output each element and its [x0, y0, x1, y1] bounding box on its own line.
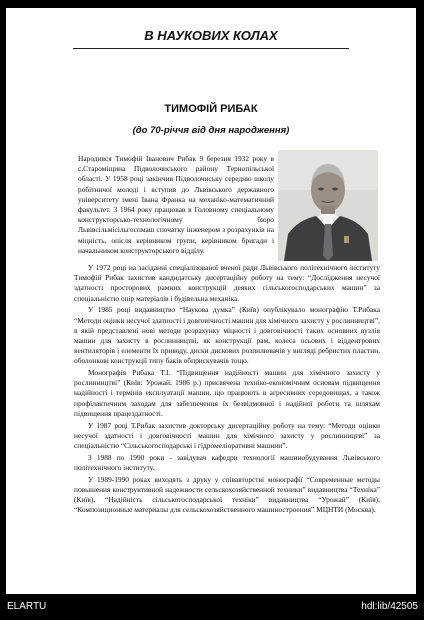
intro-paragraph: Народився Тимофій Іванович Рибак 9 березня 1932 року в с.Староміщина Підволочиського району Тернопільської області. У 1958 році закінчив Підволочиську середню школу робітничої молоді і вступив до Львівського державного університету імені Івана Франка на механіко-математичний факультет. З 1964 року працював в Головному спеціальному конструкторсько-технологічному бюро Львівсільмісільгоспмаш спочатку інженером з розрахунків на міцність, опісля керівником групи, керівником бригади і начальником конструкторського відділу.: [78, 154, 274, 255]
body-paragraph: У 1987 році Т.Рибак захистив докторську дисертаційну роботу на тему: “Методи оцінки несучої здатності і довговічності машин для хімічного захисту у рослинництві” за спеціальністю “Сільськогосподарські і гідромеліоративні машини”.: [74, 420, 380, 450]
repository-name: ELARTU: [7, 601, 47, 612]
page-scan: [6, 8, 416, 594]
author-name: ТИМОФІЙ РИБАК: [164, 103, 258, 115]
article-subtitle: (до 70-річчя від дня народження): [132, 125, 290, 136]
body-paragraph: У 1985 році видавництво “Наукова думка” (Київ) опублікувало монографію Т.Рибака “Методи оцінки несучої здатності і довговічності машин для хімічного захисту у рослинництві”, в якій представлені нові методи розрахунку міцності і довговічності таких основних вузлів машин для захисту в рослинництві, як конструкції рам, колеса осьових і віддентрових вентиляторів і елементи їх приводу, диски дискових розпилювачів у вигляді ребристих пластин, оболонкові конструкції типу баків обприскувачів тощо.: [74, 305, 380, 366]
body-paragraph: З 1988 по 1990 роки - завідувач кафедри технології машинобудування Львівського політехнічного інституту.: [74, 452, 380, 472]
body-paragraph: У 1972 році на засіданні спеціалізованої вченої ради Львівського політехнічного інституту Тимофій Рибак захистив кандидатську дисертаційну роботу на тему: “Дослідження несучої здатності просторових рамних конструкцій деяких сільськогосподарських машин” за спеціальністю опір матеріалів і будівельна механіка.: [74, 263, 380, 303]
title-divider: [73, 48, 349, 49]
body-paragraph: Монографія Рибака Т.І. “Підвищення надійності машин для хімічного захисту у рослинництві” (Київ: Урожай, 1986 р.) присвячена техніко-економічним основам підвищення надійності і термінів експлуатації машин, що працюють в агресивних середовищах, а також профілактичним заходам для забезпечення їх безвідмовної і надійної роботи та шляхам підвищення працездатності.: [74, 368, 380, 418]
body-paragraph: У 1989-1990 роках виходять з друку у співавторстві монографії “Современные методы повышения конструктивной надежности сельскохозяйственной техники” видавництва “Техніка” (Київ), “Надійність сільськогосподарської техніки” видавництва “Урожай” (Київ), “Композиционные материалы для сельскохозяйственного машиностроения” МЦНТИ (Москва).: [74, 474, 380, 515]
author-portrait: [278, 150, 378, 261]
handle-id: hdl:lib/42505: [361, 601, 418, 612]
article-body: [74, 263, 380, 517]
section-title: В НАУКОВИХ КОЛАХ: [144, 28, 278, 43]
